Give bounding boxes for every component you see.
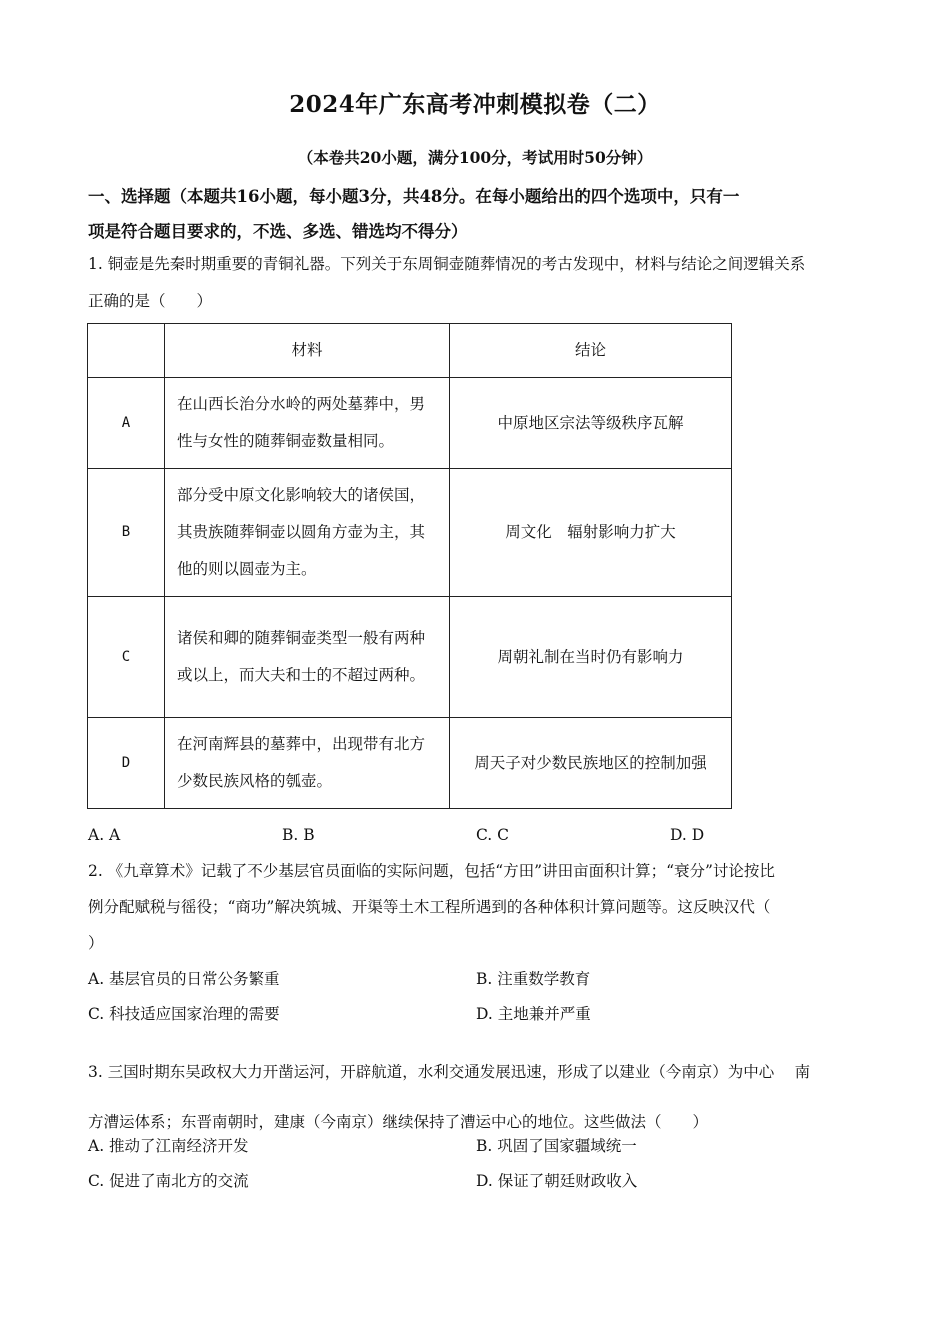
table-header-blank: [88, 324, 165, 378]
q1-option-d[interactable]: D. D: [670, 826, 705, 844]
q2-option-c[interactable]: C. 科技适应国家治理的需要: [88, 1005, 280, 1023]
section-heading-line-2: 项是符合题目要求的，不选、多选、错选均不得分）: [88, 222, 468, 241]
row-material: 部分受中原文化影响较大的诸侯国，其贵族随葬铜壶以圆角方壶为主，其他的则以圆壶为主。: [165, 469, 450, 597]
q3-option-b[interactable]: B. 巩固了国家疆域统一: [476, 1137, 637, 1155]
q1-option-b[interactable]: B. B: [282, 826, 315, 844]
table-row: [88, 469, 732, 597]
row-label: B: [88, 469, 165, 597]
row-conclusion: 周朝礼制在当时仍有影响力: [450, 597, 732, 718]
question-1-line-1: 1. 铜壶是先秦时期重要的青铜礼器。下列关于东周铜壶随葬情况的考古发现中，材料与结论之间逻辑关系: [88, 255, 806, 273]
page-title: 2024年广东高考冲刺模拟卷（二）: [289, 91, 661, 118]
q2-option-b[interactable]: B. 注重数学教育: [476, 970, 591, 988]
row-material: 诸侯和卿的随葬铜壶类型一般有两种或以上，而大夫和士的不超过两种。: [165, 597, 450, 718]
row-label: C: [88, 597, 165, 718]
question-2-line-3: ）: [88, 934, 104, 952]
question-3-line-2: 方漕运体系；东晋南朝时，建康（今南京）继续保持了漕运中心的地位。这些做法（ ）: [88, 1113, 709, 1131]
section-heading: [88, 179, 868, 249]
table-header-conclusion: 结论: [450, 324, 732, 378]
row-conclusion: 中原地区宗法等级秩序瓦解: [450, 378, 732, 469]
question-2-line-1: 2. 《九章算术》记载了不少基层官员面临的实际问题，包括“方田”讲田亩面积计算；“衰分”讨论按比: [88, 862, 775, 880]
question-1-stem: [88, 246, 868, 320]
row-material: 在河南辉县的墓葬中，出现带有北方少数民族风格的瓠壶。: [165, 718, 450, 809]
table-row: [88, 718, 732, 809]
question-1-line-2: 正确的是（ ）: [88, 292, 213, 310]
q3-option-d[interactable]: D. 保证了朝廷财政收入: [476, 1172, 638, 1190]
page-subtitle: （本卷共20小题，满分100分，考试用时50分钟）: [297, 148, 653, 167]
row-label: D: [88, 718, 165, 809]
q2-option-d[interactable]: D. 主地兼并严重: [476, 1005, 591, 1023]
table-header-row: [88, 324, 732, 378]
question-2-stem: [88, 853, 868, 961]
section-heading-line-1: 一、选择题（本题共16小题，每小题3分，共48分。在每小题给出的四个选项中，只有一: [88, 187, 740, 206]
row-conclusion: 周天子对少数民族地区的控制加强: [450, 718, 732, 809]
row-material: 在山西长治分水岭的两处墓葬中，男性与女性的随葬铜壶数量相同。: [165, 378, 450, 469]
table-header-material: 材料: [165, 324, 450, 378]
q3-option-a[interactable]: A. 推动了江南经济开发: [88, 1137, 249, 1155]
row-label: A: [88, 378, 165, 469]
table-row: [88, 378, 732, 469]
table-row: [88, 597, 732, 718]
question-1-table: [87, 323, 732, 809]
question-3-stem: [88, 1047, 868, 1147]
question-3-line-1: 3. 三国时期东吴政权大力开凿运河，开辟航道，水利交通发展迅速，形成了以建业（今南京）为中心 南: [88, 1063, 811, 1081]
q1-option-a[interactable]: A. A: [88, 826, 121, 844]
row-conclusion: 周文化 辐射影响力扩大: [450, 469, 732, 597]
question-2-line-2: 例分配赋税与徭役；“商功”解决筑城、开渠等土木工程所遇到的各种体积计算问题等。这反映汉代（: [88, 898, 771, 916]
q3-option-c[interactable]: C. 促进了南北方的交流: [88, 1172, 249, 1190]
q2-option-a[interactable]: A. 基层官员的日常公务繁重: [88, 970, 280, 988]
q1-option-c[interactable]: C. C: [476, 826, 510, 844]
